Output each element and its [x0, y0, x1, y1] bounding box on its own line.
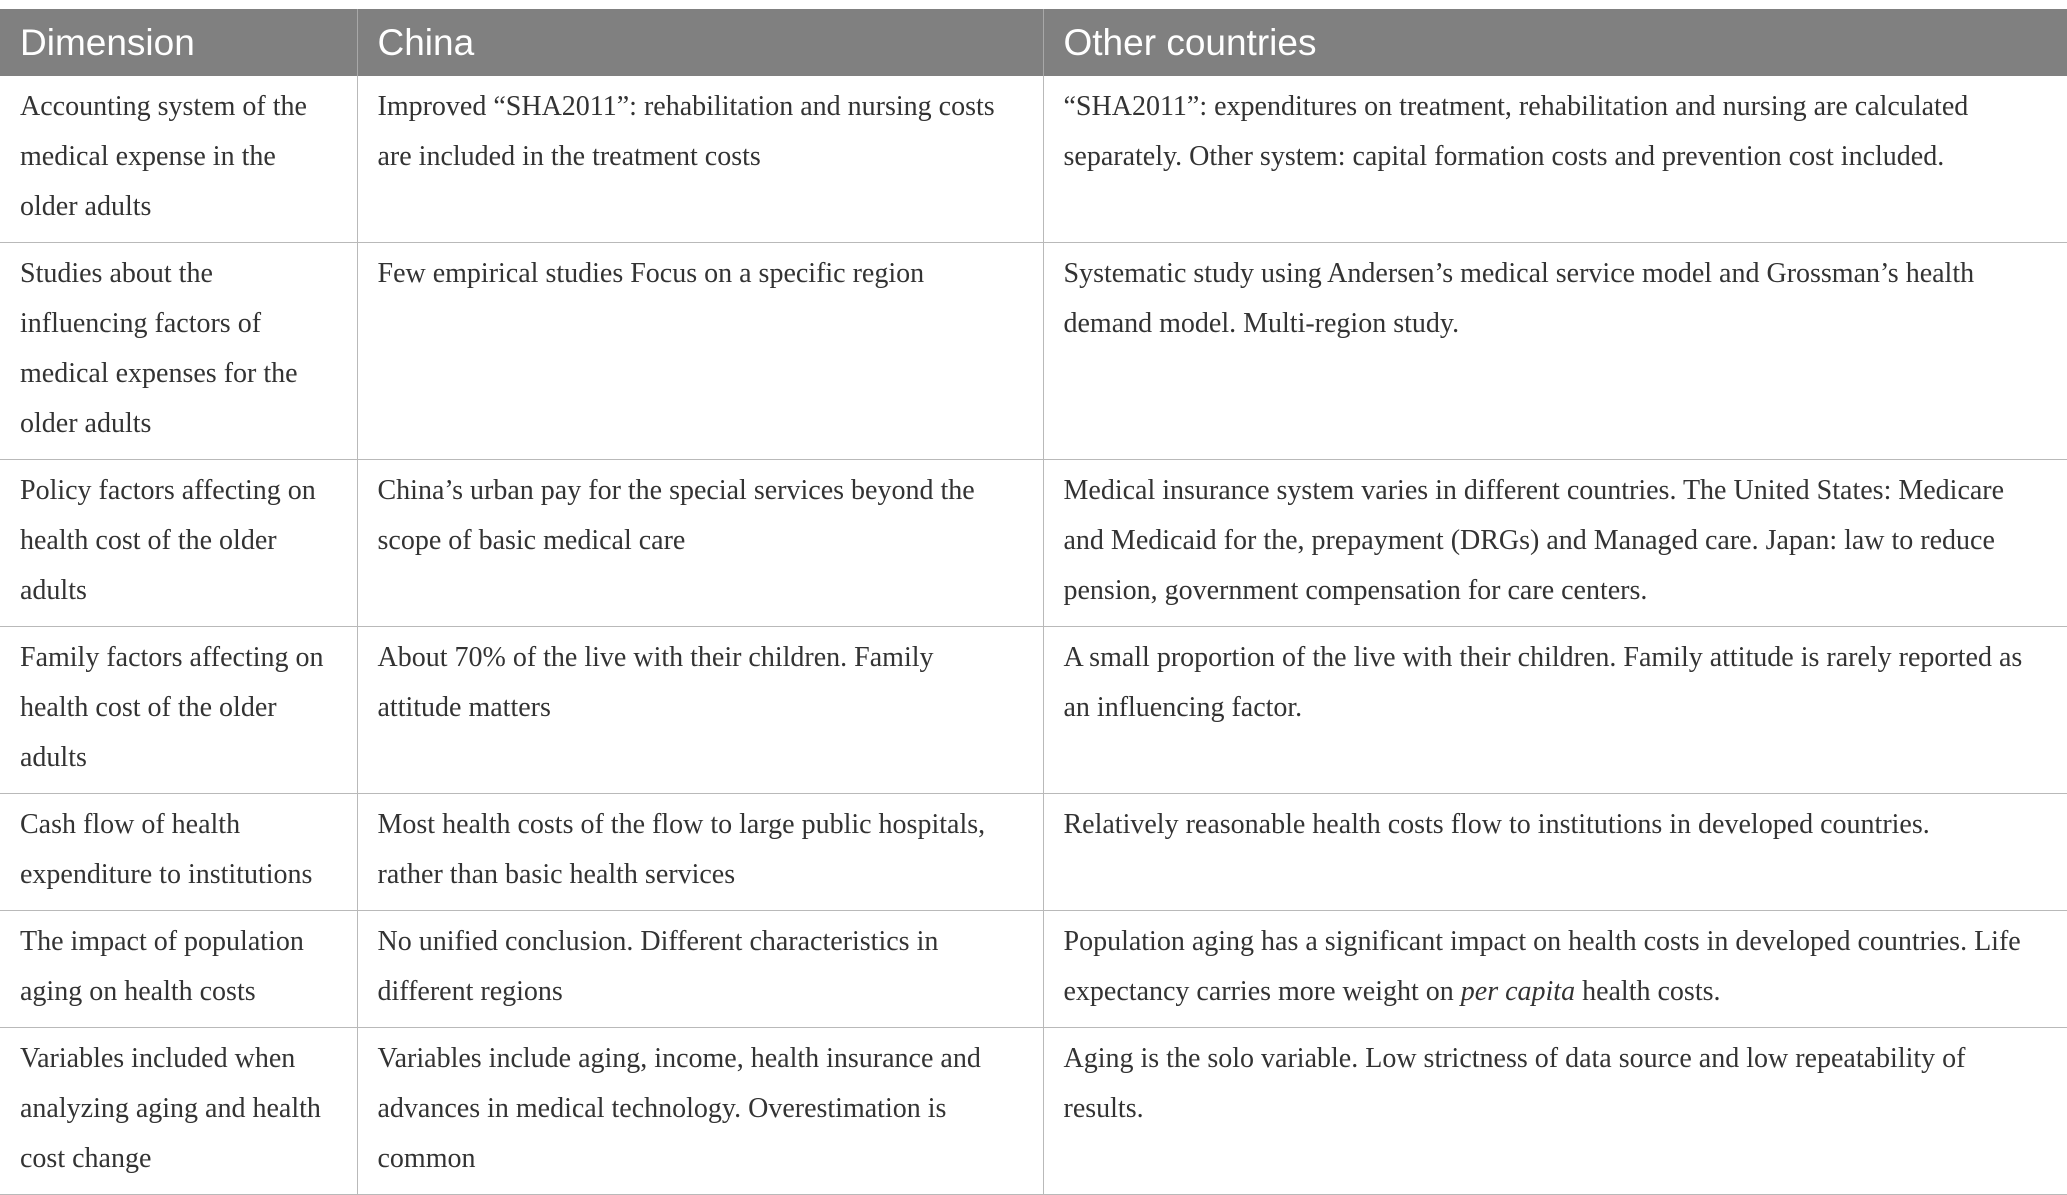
table-row — [0, 243, 2067, 460]
table-row — [0, 911, 2067, 1028]
table-row — [0, 460, 2067, 627]
cell-china: No unified conclusion. Different characteristics in different regions — [357, 911, 1043, 1028]
header-china: China — [357, 9, 1043, 76]
cell-dimension: Family factors affecting on health cost of the older adults — [0, 627, 357, 794]
cell-other: Systematic study using Andersen’s medical service model and Grossman’s health demand model. Multi-region study. — [1043, 243, 2067, 460]
header-dimension: Dimension — [0, 9, 357, 76]
cell-other-text-start: Population aging has a significant impact on health costs in developed countries. Life expectancy carries more weight on — [1063, 926, 2021, 1007]
table-body — [0, 76, 2067, 1195]
cell-other: “SHA2011”: expenditures on treatment, rehabilitation and nursing are calculated separately. Other system: capital formation costs and prevention cost included. — [1043, 76, 2067, 243]
comparison-table — [0, 9, 2067, 1195]
table-row — [0, 794, 2067, 911]
header-other-countries: Other countries — [1043, 9, 2067, 76]
cell-other — [1043, 911, 2067, 1028]
table-row — [0, 76, 2067, 243]
cell-other: A small proportion of the live with their children. Family attitude is rarely reported as an influencing factor. — [1043, 627, 2067, 794]
cell-china: About 70% of the live with their children. Family attitude matters — [357, 627, 1043, 794]
cell-dimension: Studies about the influencing factors of medical expenses for the older adults — [0, 243, 357, 460]
header-row — [0, 9, 2067, 76]
cell-dimension: Cash flow of health expenditure to institutions — [0, 794, 357, 911]
cell-china: China’s urban pay for the special services beyond the scope of basic medical care — [357, 460, 1043, 627]
cell-other: Aging is the solo variable. Low strictness of data source and low repeatability of results. — [1043, 1028, 2067, 1195]
table-header — [0, 9, 2067, 76]
cell-dimension: The impact of population aging on health costs — [0, 911, 357, 1028]
table-row — [0, 627, 2067, 794]
cell-dimension: Policy factors affecting on health cost of the older adults — [0, 460, 357, 627]
cell-other: Relatively reasonable health costs flow to institutions in developed countries. — [1043, 794, 2067, 911]
cell-dimension: Variables included when analyzing aging and health cost change — [0, 1028, 357, 1195]
cell-dimension: Accounting system of the medical expense in the older adults — [0, 76, 357, 243]
cell-other-italic: per capita — [1460, 976, 1576, 1007]
cell-china: Most health costs of the flow to large public hospitals, rather than basic health services — [357, 794, 1043, 911]
cell-other: Medical insurance system varies in different countries. The United States: Medicare and Medicaid for the, prepayment (DRGs) and Managed care. Japan: law to reduce pension, government compensation for care centers. — [1043, 460, 2067, 627]
cell-china: Few empirical studies Focus on a specific region — [357, 243, 1043, 460]
table-row — [0, 1028, 2067, 1195]
cell-other-text-end: health costs. — [1575, 976, 1721, 1007]
cell-china: Variables include aging, income, health insurance and advances in medical technology. Overestimation is common — [357, 1028, 1043, 1195]
cell-china: Improved “SHA2011”: rehabilitation and nursing costs are included in the treatment costs — [357, 76, 1043, 243]
